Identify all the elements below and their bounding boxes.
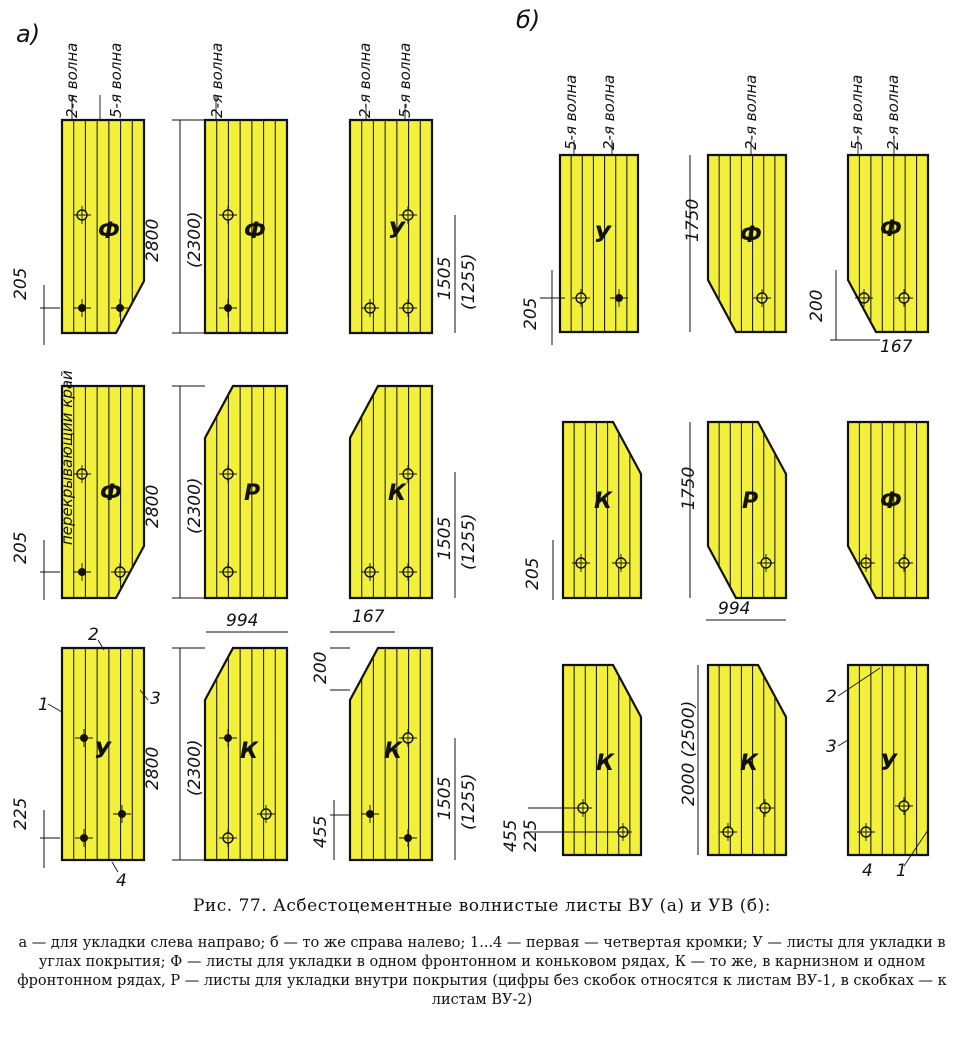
asbestos-sheet: [205, 386, 287, 598]
panel-label-b: б): [516, 6, 541, 34]
dim-label: (1255): [459, 513, 479, 570]
wave-label: 2-я волна: [63, 42, 81, 118]
edge-number: 1: [38, 695, 49, 715]
panel-label-a: а): [16, 20, 41, 48]
sheet-type-letter: Р: [742, 489, 759, 514]
wave-label: 2-я волна: [884, 74, 902, 150]
sheet-type-letter: К: [384, 739, 402, 764]
dim-label: 167: [352, 607, 385, 627]
sheet-type-letter: У: [594, 223, 611, 248]
wave-label: 2-я волна: [742, 74, 760, 150]
asbestos-sheet: [350, 120, 432, 333]
sheet-type-letter: Ф: [880, 217, 902, 242]
dim-label: 455: [311, 815, 331, 848]
asbestos-sheet: [205, 648, 287, 860]
dim-label: 1505: [435, 776, 455, 820]
dim-label: 225: [521, 819, 541, 852]
sheet-type-letter: Ф: [880, 489, 902, 514]
dim-label: (2300): [185, 477, 205, 534]
sheet-type-letter: К: [740, 751, 758, 776]
dim-label: 205: [521, 297, 541, 330]
sheet-type-letter: У: [880, 751, 897, 776]
edge-number: 3: [826, 737, 837, 757]
edge-number: 4: [862, 861, 873, 881]
dim-label: 2800: [143, 218, 163, 262]
sheet-type-letter: Ф: [244, 219, 266, 244]
dim-label: 200: [807, 289, 827, 322]
wave-label: 2-я волна: [208, 42, 226, 118]
sheet-type-letter: Ф: [98, 219, 120, 244]
dim-label: (1255): [459, 773, 479, 830]
asbestos-sheet: [560, 155, 638, 332]
wave-label: 2-я волна: [356, 42, 374, 118]
wave-label: 5-я волна: [562, 74, 580, 150]
sheet-type-letter: Р: [244, 481, 261, 506]
asbestos-sheet: [62, 648, 144, 860]
asbestos-sheet: [563, 422, 641, 598]
dim-label: 2800: [143, 484, 163, 528]
dim-label: 994: [718, 599, 751, 619]
dim-label: 1505: [435, 256, 455, 300]
wave-label: 5-я волна: [848, 74, 866, 150]
asbestos-sheet: [350, 648, 432, 860]
asbestos-sheet: [708, 665, 786, 855]
dim-label: 205: [523, 557, 543, 590]
dim-label: 1750: [683, 198, 703, 242]
edge-number: 4: [116, 871, 127, 890]
sheet-outline: [848, 155, 928, 332]
asbestos-sheet: [848, 422, 928, 598]
figure-legend: а — для укладки слева направо; б — то же справа налево; 1...4 — первая — четвертая кромки; У — листы для укладки в углах покрытия; Ф — листы для укладки в одном фронтонном и коньковом рядах, К — то же, в карнизном и одном фронтонном рядах, Р — листы для укладки внутри покрытия (цифры без скобок относятся к листам ВУ-1, в скобках — к листам ВУ-2): [17, 935, 947, 1008]
sheet-type-letter: Ф: [100, 481, 122, 506]
asbestos-sheet: [563, 665, 641, 855]
sheet-type-letter: К: [388, 481, 406, 506]
wave-label: 5-я волна: [396, 42, 414, 118]
asbestos-sheet: [848, 155, 928, 332]
asbestos-sheet: [848, 665, 928, 855]
asbestos-sheet: [350, 386, 432, 598]
sheet-type-letter: У: [94, 739, 111, 764]
dim-label: 1505: [435, 516, 455, 560]
dim-label: 2000 (2500): [679, 700, 699, 806]
dim-label: (2300): [185, 739, 205, 796]
edge-number: 1: [896, 861, 907, 881]
asbestos-sheet: [205, 120, 287, 333]
sheet-type-letter: К: [596, 751, 614, 776]
wave-label: 2-я волна: [600, 74, 618, 150]
edge-number: 3: [150, 689, 161, 709]
dim-label: (1255): [459, 253, 479, 310]
overlap-edge-label: перекрывающий край: [58, 370, 76, 545]
asbestos-sheet: [708, 155, 786, 332]
dim-label: 1750: [679, 466, 699, 510]
dim-label: 205: [11, 531, 31, 564]
dim-label: 994: [226, 611, 259, 631]
edge-number: 2: [826, 687, 837, 707]
sheet-type-letter: К: [594, 489, 612, 514]
asbestos-sheet: [62, 120, 144, 333]
annotations-layer: [11, 43, 928, 890]
sheet-type-letter: У: [388, 219, 405, 244]
dim-label: 455: [501, 819, 521, 852]
dim-label: (2300): [185, 211, 205, 268]
figure-caption: Рис. 77. Асбестоцементные волнистые листы ВУ (а) и УВ (б):: [192, 896, 772, 916]
dim-label: 225: [11, 797, 31, 830]
dim-label: 2800: [143, 746, 163, 790]
asbestos-sheet: [708, 422, 786, 598]
dim-label: 167: [880, 337, 913, 357]
dim-label: 200: [311, 651, 331, 684]
dim-label: 205: [11, 267, 31, 300]
edge-number: 2: [88, 625, 99, 645]
wave-label: 5-я волна: [107, 42, 125, 118]
sheet-type-letter: Ф: [740, 223, 762, 248]
sheet-type-letter: К: [240, 739, 258, 764]
